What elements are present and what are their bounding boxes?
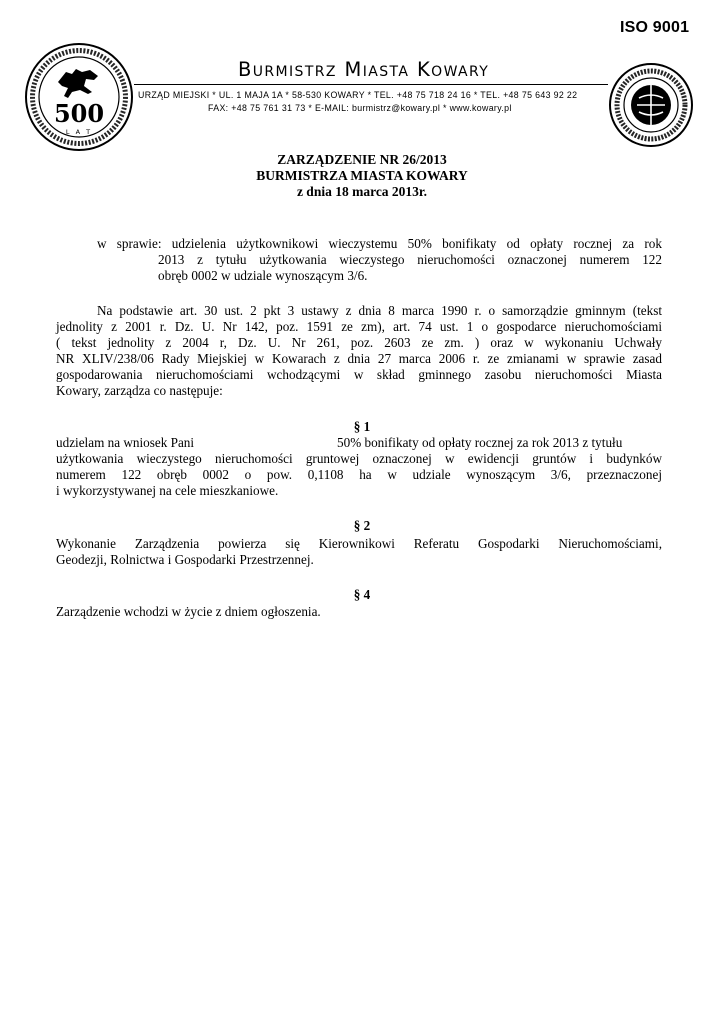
basis-line1: Na podstawie art. 30 ust. 2 pkt 3 ustawy z dnia 8 marca 1990 r. o samorządzie gminnym (tekst (97, 303, 662, 318)
section-1-line4: i wykorzystywanej na cele mieszkaniowe. (56, 483, 279, 498)
section-2-line2: Geodezji, Rolnictwa i Gospodarki Przestrzennej. (56, 552, 314, 567)
section-4-title: § 4 (353, 587, 371, 602)
date-heading: z dnia 18 marca 2013r. (296, 184, 428, 199)
section-2-line1: Wykonanie Zarządzenia powierza się Kierownikowi Referatu Gospodarki Nieruchomościami, (56, 536, 662, 551)
section-2-title: § 2 (353, 518, 371, 533)
letterhead-title: Burmistrz Miasta Kowary (238, 58, 490, 81)
subject-line3: obręb 0002 w udziale wynoszącym 3/6. (158, 268, 368, 283)
section-1-line3: numerem 122 obręb 0002 o pow. 0,1108 ha w udziale wynoszącym 3/6, przeznaczonej (56, 467, 662, 482)
basis-line3: ( tekst jednolity z 2004 r, Dz. U. Nr 261, poz. 2603 ze zm. ) oraz w wykonaniu Uchwały (56, 335, 662, 350)
section-1-line2: użytkowania wieczystego nieruchomości gruntowej oznaczonej w ewidencji gruntów i budynków (56, 451, 662, 466)
basis-line5: gospodarowania nieruchomościami wchodzącymi w skład gminnego zasobu nieruchomości Miasta (56, 367, 662, 382)
iso-certification-label: ISO 9001 (620, 19, 690, 36)
section-1-line1-end: 50% bonifikaty od opłaty rocznej za rok 2013 z tytułu (337, 435, 623, 450)
letterhead-address-line2: FAX: +48 75 761 31 73 * E-MAIL: burmistrz@kowary.pl * www.kowary.pl (208, 103, 512, 113)
letterhead-address-line1: URZĄD MIEJSKI * UL. 1 MAJA 1A * 58-530 KOWARY * TEL. +48 75 718 24 16 * TEL. +48 75 643 92 22 (138, 90, 578, 100)
basis-line2: jednolity z 2001 r. Dz. U. Nr 142, poz. 1591 ze zm), art. 74 ust. 1 o gospodarce nieruchomościami (56, 319, 662, 334)
basis-line4: NR XLIV/238/06 Rady Miejskiej w Kowarach z dnia 27 marca 2006 r. ze zmianami w sprawie zasad (56, 351, 662, 366)
chamber-of-commerce-seal-logo (608, 62, 694, 148)
section-4-line1: Zarządzenie wchodzi w życie z dniem ogłoszenia. (56, 604, 321, 619)
basis-line6: Kowary, zarządza co następuje: (56, 383, 223, 398)
svg-text:L A T: L A T (65, 128, 93, 136)
subject-line1: w sprawie: udzielenia użytkownikowi wieczystemu 50% bonifikaty od opłaty rocznej za rok (97, 236, 662, 251)
section-1-line1-start: udzielam na wniosek Pani (56, 435, 195, 450)
city-seal-logo (24, 42, 134, 152)
issuer-heading: BURMISTRZA MIASTA KOWARY (256, 168, 468, 183)
subject-line2: 2013 z tytułu użytkowania wieczystego nieruchomości oznaczonej numerem 122 (158, 252, 662, 267)
svg-text:500: 500 (53, 99, 105, 128)
order-number-heading: ZARZĄDZENIE NR 26/2013 (277, 152, 447, 167)
letterhead-divider (134, 84, 608, 85)
section-1-title: § 1 (353, 419, 371, 434)
